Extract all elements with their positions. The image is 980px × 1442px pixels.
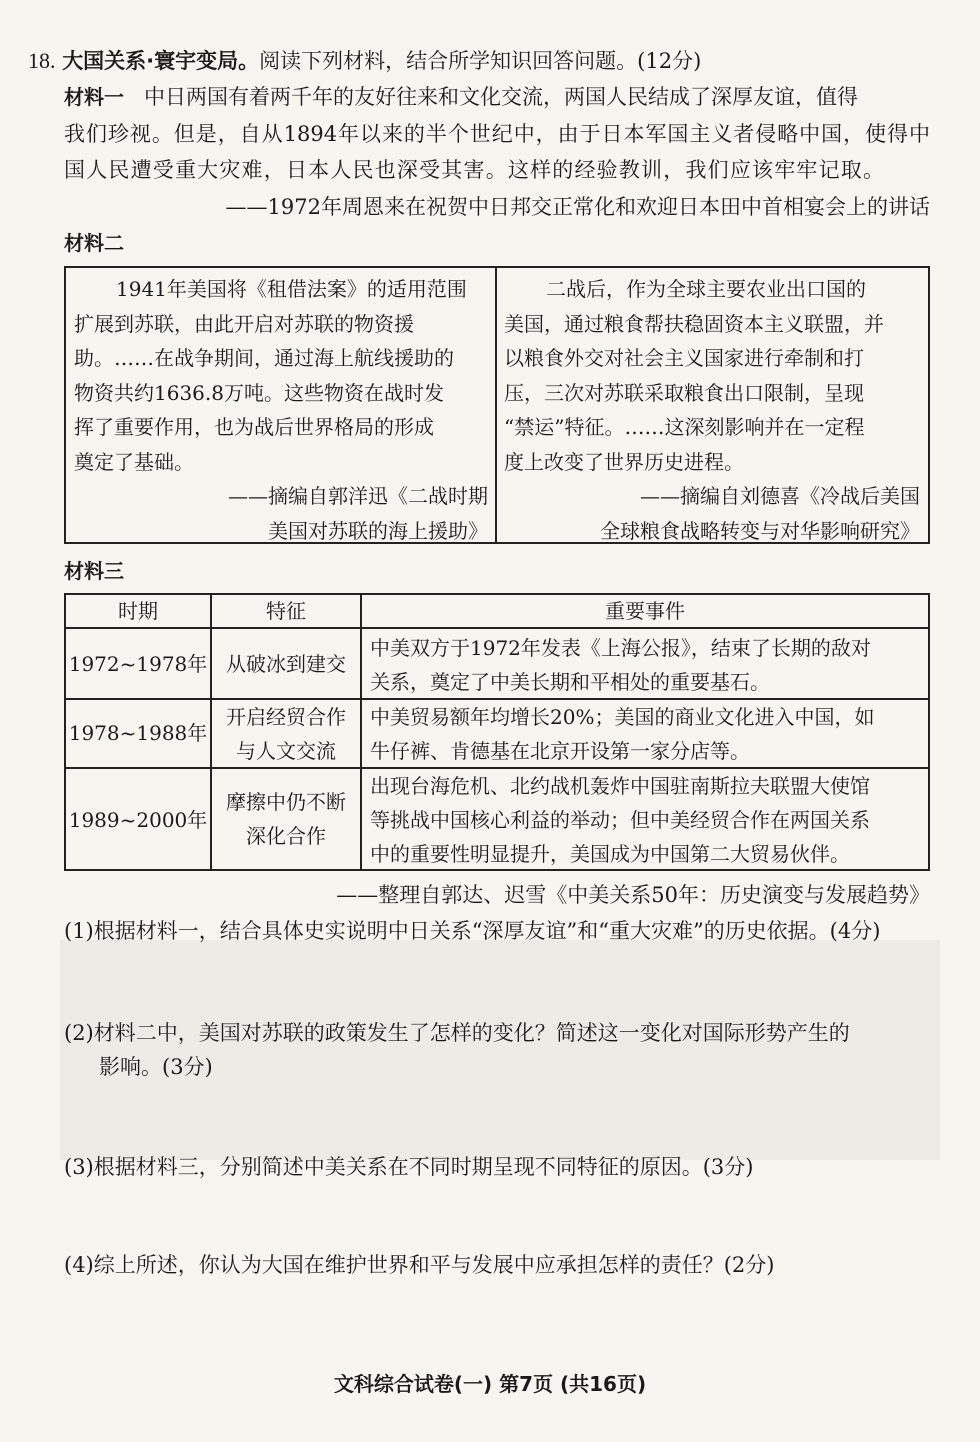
material3-source: ——整理自郭达、迟雪《中美关系50年：历史演变与发展趋势》 — [336, 883, 930, 907]
material2-right-column — [504, 272, 920, 548]
material2-left-line: 奠定了基础。 — [74, 449, 194, 474]
sub-question-2-cont: 影响。(3分) — [99, 1055, 213, 1079]
row3-feature-line: 摩擦中仍不断 — [226, 790, 346, 814]
material2-left-line: 物资共约1636.8万吨。这些物资在战时发 — [74, 380, 444, 405]
material1-label: 材料一 — [64, 85, 124, 109]
question-heading — [28, 44, 701, 78]
header-feature: 特征 — [266, 599, 306, 623]
material2-left-line: 扩展到苏联，由此开启对苏联的物资援 — [74, 311, 414, 336]
question-number: 18. — [28, 48, 56, 73]
material2-left-source: ——摘编自郭洋迅《二战时期 — [228, 484, 488, 508]
question-instruction: 阅读下列材料，结合所学知识回答问题。(12分) — [259, 49, 702, 73]
row1-event-line: 关系，奠定了中美长期和平相处的重要基石。 — [370, 670, 770, 694]
question-title: 大国关系·寰宇变局。 — [62, 49, 260, 73]
material3-label: 材料三 — [64, 559, 124, 583]
row1-period: 1972~1978年 — [68, 652, 208, 676]
material1-line-3: 国人民遭受重大灾难，日本人民也深受其害。这样的经验教训，我们应该牢牢记取。 — [64, 158, 884, 182]
sub-question-3: (3)根据材料三，分别简述中美关系在不同时期呈现不同特征的原因。(3分) — [64, 1155, 754, 1179]
table-column-divider — [360, 595, 362, 869]
row3-event-line: 中的重要性明显提升，美国成为中国第二大贸易伙伴。 — [370, 842, 850, 866]
page-footer: 文科综合试卷(一) 第7页 (共16页) — [333, 1372, 647, 1396]
row3-feature-line: 深化合作 — [246, 824, 326, 848]
material2-left-source: 美国对苏联的海上援助》 — [268, 518, 488, 543]
material2-left-column — [74, 272, 488, 548]
row3-period: 1989~2000年 — [68, 808, 208, 832]
sub-question-2: (2)材料二中，美国对苏联的政策发生了怎样的变化？简述这一变化对国际形势产生的 — [64, 1021, 850, 1045]
header-period: 时期 — [118, 599, 158, 623]
material1-line-1: 材料一 中日两国有着两千年的友好往来和文化交流，两国人民结成了深厚友谊，值得 — [64, 85, 858, 109]
material2-right-line: “禁运”特征。……这深刻影响并在一定程 — [504, 415, 865, 439]
row2-feature-line: 与人文交流 — [236, 739, 336, 763]
material2-right-line: 以粮食外交对社会主义国家进行牵制和打 — [504, 346, 864, 370]
material2-right-line: 二战后，作为全球主要农业出口国的 — [546, 277, 866, 301]
row2-event-line: 牛仔裤、肯德基在北京开设第一家分店等。 — [370, 739, 750, 763]
row3-event-line: 等挑战中国核心利益的举动；但中美经贸合作在两国关系 — [370, 808, 870, 832]
material2-divider — [495, 268, 497, 542]
material1-source: ——1972年周恩来在祝贺中日邦交正常化和欢迎日本田中首相宴会上的讲话 — [225, 195, 930, 219]
row2-feature-line: 开启经贸合作 — [226, 705, 346, 729]
material1-line-2: 我们珍视。但是，自从1894年以来的半个世纪中，由于日本军国主义者侵略中国，使得中 — [64, 122, 930, 146]
material2-left-line: 助。……在战争期间，通过海上航线援助的 — [74, 346, 454, 370]
material2-table — [64, 266, 930, 544]
row3-event-line: 出现台海危机、北约战机轰炸中国驻南斯拉夫联盟大使馆 — [370, 774, 870, 798]
row2-event-line: 中美贸易额年均增长20%；美国的商业文化进入中国，如 — [370, 705, 875, 729]
header-events: 重要事件 — [605, 599, 685, 623]
material2-left-line: 1941年美国将《租借法案》的适用范围 — [116, 277, 467, 301]
sub-question-1: (1)根据材料一，结合具体史实说明中日关系“深厚友谊”和“重大灾难”的历史依据。(4分) — [64, 919, 881, 943]
row2-period: 1978~1988年 — [68, 721, 208, 745]
material2-label: 材料二 — [64, 231, 124, 255]
material2-right-line: 压，三次对苏联采取粮食出口限制，呈现 — [504, 380, 864, 405]
material2-right-source: ——摘编自刘德喜《冷战后美国 — [640, 484, 920, 508]
row1-event-line: 中美双方于1972年发表《上海公报》，结束了长期的敌对 — [370, 636, 871, 660]
sub-question-4: (4)综上所述，你认为大国在维护世界和平与发展中应承担怎样的责任？(2分) — [64, 1253, 775, 1277]
material3-table — [64, 593, 930, 871]
material2-right-source: 全球粮食战略转变与对华影响研究》 — [600, 518, 920, 543]
material2-left-line: 挥了重要作用，也为战后世界格局的形成 — [74, 415, 434, 439]
row1-feature: 从破冰到建交 — [226, 652, 346, 676]
material2-right-line: 美国，通过粮食帮扶稳固资本主义联盟，并 — [504, 311, 884, 336]
material2-right-line: 度上改变了世界历史进程。 — [504, 449, 744, 474]
table-row-divider — [66, 627, 928, 629]
